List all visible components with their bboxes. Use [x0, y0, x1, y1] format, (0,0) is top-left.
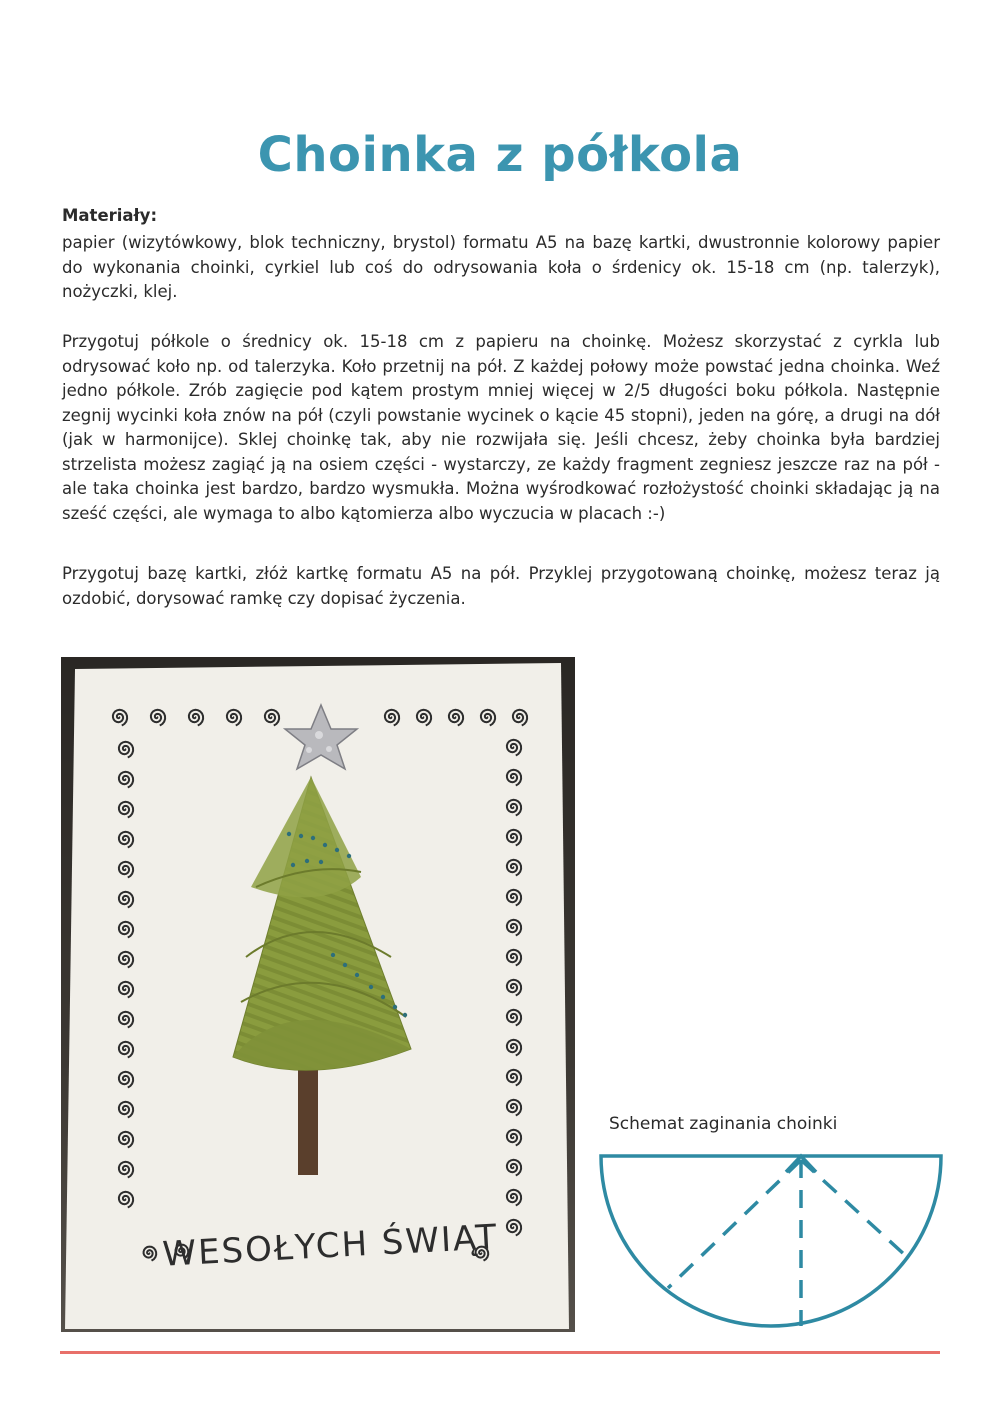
left-fold-line [668, 1160, 801, 1288]
materials-heading: Materiały: [62, 206, 158, 225]
christmas-card-photo [61, 657, 575, 1332]
schema-label: Schemat zaginania choinki [609, 1114, 838, 1134]
page-title: Choinka z półkola [257, 127, 743, 183]
materials-paragraph: papier (wizytówkowy, blok techniczny, brystol) formatu A5 na bazę kartki, dwustronnie kolorowy papier do wykonania choinki, cyrkiel lub coś do odrysowania koła o śrdenicy ok. 15-18 cm (np. talerzyk), nożyczki, klej. [62, 233, 940, 301]
instructions-paragraph: Przygotuj półkole o średnicy ok. 15-18 cm z papieru na choinkę. Możesz skorzystać z cyrkla lub odrysować koło np. od talerzyka. Koło przetnij na pół. Z każdej połowy może powstać jedna choinka. Weź jedno półkole. Zrób zagięcie pod kątem prostym mniej więcej w 2/5 długości boku półkola. Następnie zegnij wycinki koła znów na pół (czyli powstanie wycinek o kącie 45 stopni), jeden na górę, a drugi na dół (jak w harmonijce). Sklej choinkę tak, aby nie rozwijała się. Jeśli chcesz, żeby choinka była bardziej strzelista możesz zagiąć ją na osiem części - wystarczy, ze każdy fragment zegniesz jeszcze raz na pół - ale taka choinka jest bardzo, bardzo wysmukła. Można wyśrodkować rozłożystość choinki składając ją na sześć części, ale wymaga to albo kątomierza albo wyczucia w placach :-) [62, 332, 940, 523]
right-fold-line [801, 1160, 906, 1256]
card-illustration [61, 657, 575, 1332]
card-base-paragraph: Przygotuj bazę kartki, złóż kartkę formatu A5 na pół. Przyklej przygotowaną choinkę, możesz teraz ją ozdobić, dorysować ramkę czy dopisać życzenia. [62, 564, 940, 608]
card-greeting: WESOŁYCH ŚWIĄT [161, 1217, 500, 1275]
footer-divider [60, 1351, 940, 1354]
folding-diagram [598, 1148, 944, 1328]
